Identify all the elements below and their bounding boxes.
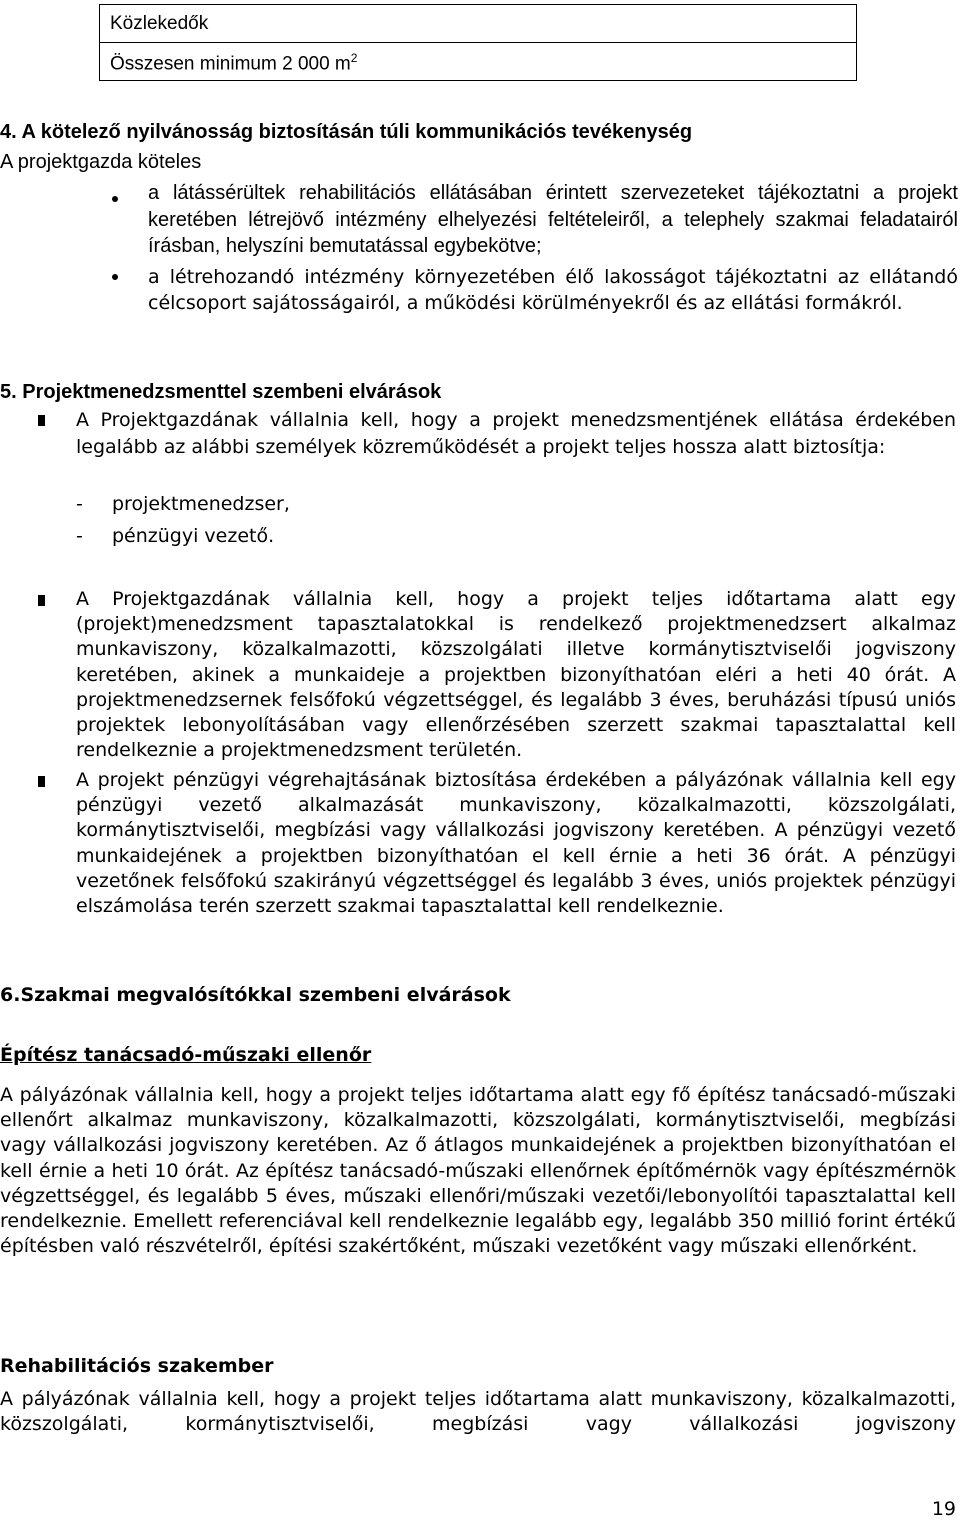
section-5-item-3: A projekt pénzügyi végrehajtásának biztosítása érdekében a pályázónak vállalnia kell egy pénzügyi vezető alkalmazását munkaviszony, közalkalmazotti, közszolgálati, kormánytisztviselői, megbízási vagy vállalkozási jogviszony keretében. A pénzügyi vezető munkaidejének a projektben bizonyíthatóan el kell érnie a heti 36 órát. A pénzügyi vezetőnek felsőfokú szakirányú végzettséggel és legalább 3 éves, uniós projektek pénzügyi elszámolása terén szerzett szakmai tapasztalattal kell rendelkeznie. bbox=[76, 769, 956, 918]
section-5-item-2: A Projektgazdának vállalnia kell, hogy a projekt teljes időtartama alatt egy (projekt)menedzsment tapasztalatokkal is rendelkező projektmenedzsert alkalmaz munkaviszony, közalkalmazotti, közszolgálati illetve kormánytisztviselői jogviszony keretében, akinek a munkaideje a projektben bizonyíthatóan eléri a heti 40 órát. A projektmenedzsernek felsőfokú végzettséggel, és legalább 3 éves, beruházási típusú uniós projektek lebonyolításában vagy ellenőrzésében szerzett szakmai tapasztalattal kell rendelkeznie a projektmenedzsment területén. bbox=[76, 588, 956, 762]
dash-item-penzugyi-vezeto: pénzügyi vezető. bbox=[112, 525, 275, 547]
bullet-dot-icon bbox=[112, 274, 118, 280]
square-bullet-icon bbox=[38, 415, 45, 426]
section-4-heading: 4. A kötelező nyilvánosság biztosításán túli kommunikációs tevékenység bbox=[0, 121, 693, 143]
table-cell-kozlekedok: Közlekedők bbox=[100, 5, 857, 43]
section-4-bullet-2: a létrehozandó intézmény környezetében élő lakosságot tájékoztatni az ellátandó célcsoport sajátosságairól, a működési körülményekről és az ellátási formákról. bbox=[148, 266, 958, 314]
square-bullet-icon bbox=[38, 776, 45, 787]
table-cell-total bbox=[100, 43, 857, 81]
page-number: 19 bbox=[931, 1498, 956, 1520]
summary-table bbox=[99, 4, 857, 81]
dash-mark: - bbox=[76, 525, 83, 547]
square-bullet-icon bbox=[38, 595, 45, 606]
subheading-epitesz: Építész tanácsadó-műszaki ellenőr bbox=[0, 1044, 372, 1066]
section-4-intro: A projektgazda köteles bbox=[0, 151, 202, 173]
bullet-dot-icon bbox=[112, 196, 118, 202]
section-5-heading: 5. Projektmenedzsmenttel szembeni elvárások bbox=[0, 381, 442, 403]
subheading-rehabilitacios: Rehabilitációs szakember bbox=[0, 1355, 274, 1377]
paragraph-rehabilitacios: A pályázónak vállalnia kell, hogy a projekt teljes időtartama alatt munkaviszony, közalkalmazotti, közszolgálati, kormánytisztviselői, megbízási vagy vállalkozási jogviszony bbox=[0, 1388, 956, 1436]
dash-item-projektmenedzser: projektmenedzser, bbox=[112, 493, 290, 515]
table-row bbox=[100, 5, 857, 43]
section-6-heading: 6.Szakmai megvalósítókkal szembeni elvárások bbox=[0, 984, 511, 1006]
table-row bbox=[100, 43, 857, 81]
unit-superscript: 2 bbox=[350, 51, 358, 66]
section-4-bullet-1: a látássérültek rehabilitációs ellátásában érintett szervezeteket tájékoztatni a projekt keretében létrejövő intézmény elhelyezési feltételeiről, a telephely szakmai feladatairól írásban, helyszíni bemutatással egybekötve; bbox=[148, 182, 958, 257]
total-text: Összesen minimum 2 000 m bbox=[110, 53, 351, 75]
dash-mark: - bbox=[76, 493, 83, 515]
paragraph-epitesz: A pályázónak vállalnia kell, hogy a projekt teljes időtartama alatt egy fő építész tanácsadó-műszaki ellenőrt alkalmaz munkaviszony, közalkalmazotti, közszolgálati, kormánytisztviselői, megbízási vagy vállalkozási jogviszony keretében. Az ő átlagos munkaidejének a projektben bizonyíthatóan el kell érnie a heti 10 órát. Az építész tanácsadó-műszaki ellenőrnek építőmérnök vagy építészmérnök végzettséggel, és legalább 5 éves, műszaki ellenőri/műszaki vezetői/lebonyolítói tapasztalattal kell rendelkeznie. Emellett referenciával kell rendelkeznie legalább egy, legalább 350 millió forint értékű építésben való részvételről, építési szakértőként, műszaki vezetőként vagy műszaki ellenőrként. bbox=[0, 1084, 956, 1258]
section-5-item-1: A Projektgazdának vállalnia kell, hogy a projekt menedzsmentjének ellátása érdekében legalább az alábbi személyek közreműködését a projekt teljes hossza alatt biztosítja: bbox=[76, 409, 956, 458]
